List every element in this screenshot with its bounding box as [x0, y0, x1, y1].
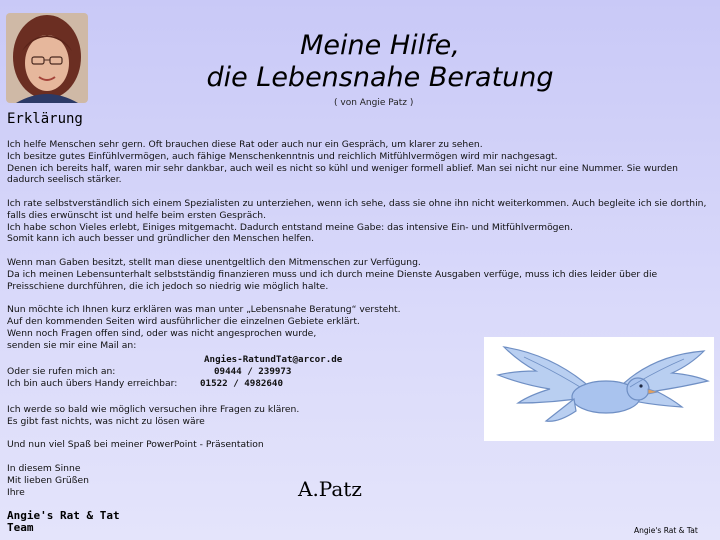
paragraph-line: Auf den kommenden Seiten wird ausführlicher die einzelnen Gebiete erklärt. [7, 315, 360, 327]
mobile-label: Ich bin auch übers Handy erreichbar: [7, 377, 178, 389]
body-text [7, 139, 713, 363]
phone-label: Oder sie rufen mich an: [7, 365, 116, 377]
title-line-2: die Lebensnahe Beratung [206, 62, 554, 93]
author-credit: ( von Angie Patz ) [334, 98, 414, 108]
paragraph-line: Wenn noch Fragen offen sind, oder was nicht angesprochen wurde, [7, 327, 317, 339]
greeting-paragraph [7, 463, 477, 498]
paragraph-line: Ich habe schon Vieles erlebt, Einiges mitgemacht. Dadurch entstand meine Gabe: das intensive Ein- und Mitfühlvermögen. [7, 221, 573, 233]
team-name [7, 510, 120, 534]
greeting-line-3: Ihre [7, 486, 25, 498]
reply-paragraph [7, 404, 477, 428]
paragraph-line: senden sie mir eine Mail an: [7, 339, 137, 351]
paragraph-line: Ich rate selbstverständlich sich einem Spezialisten zu unterziehen, wenn ich sehe, dass sie ohne ihn nicht weiterkommen. Auch begleite ich sie dorthin, falls dies erwünscht ist und helfe beim ersten Gespräch. [7, 197, 707, 221]
paragraph-line: Somit kann ich auch besser und gründlicher den Menschen helfen. [7, 233, 314, 245]
paragraph-line: Ich besitze gutes Einfühlvermögen, auch fähige Menschenkenntnis und reichlich Mitfühlvermögen wird mir nachgesagt. [7, 150, 558, 162]
footer-label: Angie's Rat & Tat [634, 526, 698, 535]
greeting-line-2: Mit lieben Grüßen [7, 474, 89, 486]
reply-line-1: Ich werde so bald wie möglich versuchen ihre Fragen zu klären. [7, 404, 300, 415]
paragraph-line: Da ich meinen Lebensunterhalt selbstständig finanzieren muss und ich durch meine Dienste Ausgaben verfüge, muss ich dies leider über die Preisschiene durchführen, die ich jedoch so niedrig wie möglich halte. [7, 268, 658, 292]
paragraph-line: Nun möchte ich Ihnen kurz erklären was man unter „Lebensnahe Beratung“ versteht. [7, 304, 401, 316]
signature: A.Patz [298, 477, 362, 501]
portrait-photo [6, 13, 88, 103]
paragraph-line: Wenn man Gaben besitzt, stellt man diese unentgeltlich den Mitmenschen zur Verfügung. [7, 256, 421, 268]
paragraph-1 [7, 139, 713, 186]
greeting-line-1: In diesem Sinne [7, 462, 81, 474]
team-line-2: Team [7, 521, 34, 534]
page-title [150, 30, 610, 94]
dove-image [484, 337, 714, 441]
title-line-1: Meine Hilfe, [300, 30, 460, 61]
closing-text [7, 404, 477, 510]
paragraph-line: Ich helfe Menschen sehr gern. Oft brauchen diese Rat oder auch nur ein Gespräch, um klarer zu sehen. [7, 139, 483, 150]
paragraph-2 [7, 198, 713, 245]
powerpoint-line: Und nun viel Spaß bei meiner PowerPoint - Präsentation [7, 439, 264, 451]
reply-line-2: Es gibt fast nichts, was nicht zu lösen wäre [7, 415, 205, 427]
email-link[interactable]: Angies-RatundTat@arcor.de [204, 354, 343, 365]
paragraph-line: Denen ich bereits half, waren mir sehr dankbar, auch weil es nicht so kühl und weniger formell ablief. Man sei nicht nur eine Nummer. Sie wurden dadurch seelisch stärker. [7, 162, 678, 186]
team-line-1: Angie's Rat & Tat [7, 509, 120, 522]
paragraph-3 [7, 257, 713, 292]
section-heading: Erklärung [7, 111, 83, 127]
mobile-number: 01522 / 4982640 [200, 377, 283, 389]
phone-number: 09444 / 239973 [214, 365, 292, 377]
